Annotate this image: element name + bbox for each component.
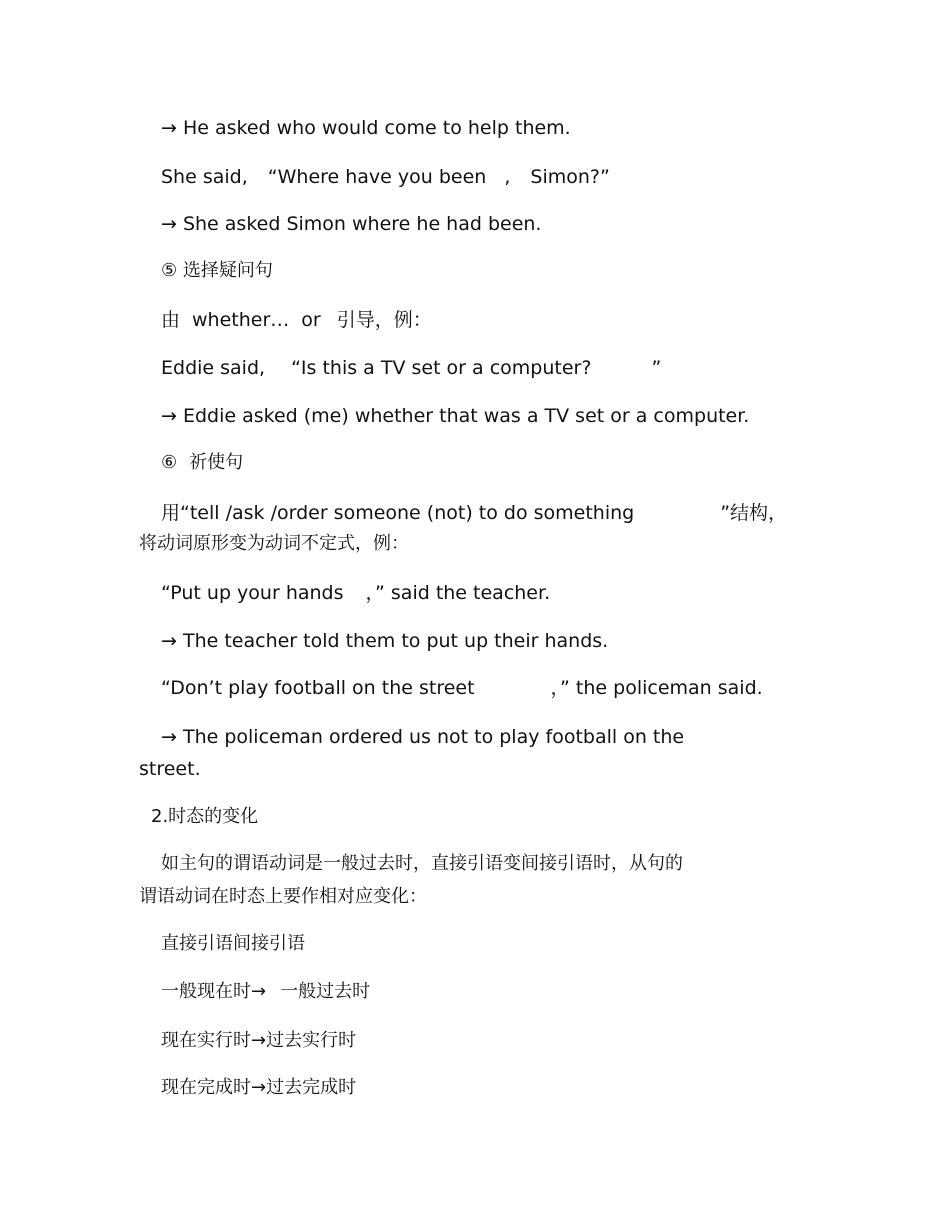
text: 将动词原形变为动词不定式，例： [139, 533, 409, 554]
text: → The policeman ordered us not to play football on the [161, 726, 685, 748]
text: ” [651, 357, 662, 379]
section-heading-tense-change [151, 805, 258, 829]
text: Simon?” [530, 166, 610, 188]
tense-row-simple-present [161, 980, 370, 1004]
text: 现在实行时→过去实行时 [161, 1030, 357, 1051]
example-reported-question-2 [161, 212, 541, 236]
text: 直接引语间接引语 [161, 933, 305, 954]
text: 现在完成时→过去完成时 [161, 1077, 357, 1098]
tense-row-present-perfect [161, 1076, 356, 1100]
text: “Is this a TV set or a computer? [291, 357, 592, 379]
tense-row-present-progressive [161, 1029, 356, 1053]
text: ，” said the teacher. [365, 582, 551, 604]
text: ⑥ [161, 452, 178, 473]
example-direct-imperative-2 [161, 676, 763, 700]
text: 谓语动词在时态上要作相对应变化： [139, 886, 427, 907]
text: 由 [161, 309, 181, 331]
text: 祈使句 [189, 452, 244, 473]
text: → She asked Simon where he had been. [161, 213, 542, 235]
rule-imperative-line-1 [161, 501, 787, 525]
example-reported-imperative-2-line-1 [161, 725, 684, 749]
rule-whether-or [161, 308, 432, 332]
example-reported-alternative [161, 404, 749, 428]
text: 一般过去时 [280, 981, 371, 1002]
text: ，” the policeman said. [550, 677, 763, 699]
example-direct-question-2 [161, 165, 610, 189]
section-heading-imperative [161, 451, 243, 475]
text: whether… [192, 309, 290, 331]
text: 用“tell /ask /order someone (not) to do something [161, 502, 635, 524]
text: → The teacher told them to put up their hands. [161, 630, 609, 652]
text: “Don’t play football on the street [161, 677, 475, 699]
text: Eddie said, [161, 357, 266, 379]
example-reported-imperative-2-line-2 [139, 757, 201, 781]
text: 引导，例： [336, 309, 432, 331]
tense-table-header [161, 932, 305, 956]
text: “Put up your hands [161, 582, 344, 604]
rule-tense-line-2 [139, 885, 427, 909]
text: → Eddie asked (me) whether that was a TV set or a computer. [161, 405, 750, 427]
text: street. [139, 758, 201, 780]
example-reported-imperative-1 [161, 629, 608, 653]
text: She said, [161, 166, 248, 188]
rule-imperative-line-2 [139, 532, 409, 556]
text: , [504, 166, 511, 188]
text: 一般现在时→ [161, 981, 267, 1002]
section-heading-alternative-question [161, 259, 273, 283]
example-reported-question-1 [161, 116, 571, 140]
text: ⑤ 选择疑问句 [161, 260, 273, 281]
text: or [301, 309, 321, 331]
text: “Where have you been [267, 166, 487, 188]
rule-tense-line-1 [161, 852, 683, 876]
text: → He asked who would come to help them. [161, 117, 571, 139]
text: ”结构， [720, 502, 788, 524]
text: 2.时态的变化 [151, 806, 259, 827]
example-direct-alternative [161, 356, 661, 380]
example-direct-imperative-1 [161, 581, 550, 605]
text: 如主句的谓语动词是一般过去时，直接引语变间接引语时，从句的 [161, 853, 683, 874]
